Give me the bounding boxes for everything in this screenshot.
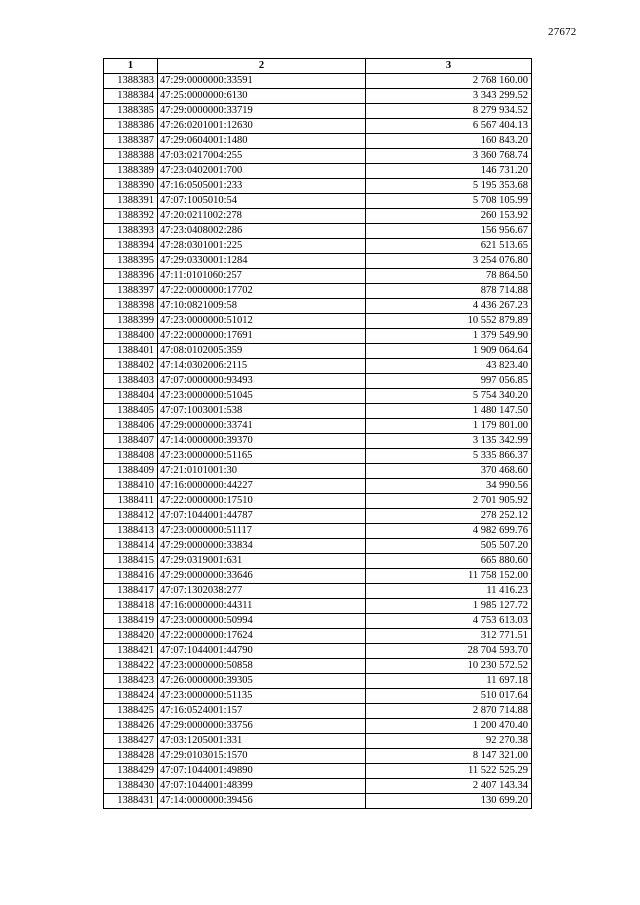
value-cell: 2 870 714.88 [366,704,532,719]
value-cell: 11 416.23 [366,584,532,599]
cadastral-number-cell: 47:29:0000000:33591 [158,74,366,89]
cadastral-number-cell: 47:07:0000000:93493 [158,374,366,389]
cadastral-number-cell: 47:23:0000000:51012 [158,314,366,329]
value-cell: 3 135 342.99 [366,434,532,449]
cadastral-number-cell: 47:26:0201001:12630 [158,119,366,134]
table-row [104,209,532,224]
row-number-cell: 1388401 [104,344,158,359]
row-number-cell: 1388391 [104,194,158,209]
row-number-cell: 1388400 [104,329,158,344]
row-number-cell: 1388383 [104,74,158,89]
table-row [104,524,532,539]
value-cell: 260 153.92 [366,209,532,224]
row-number-cell: 1388417 [104,584,158,599]
cadastral-number-cell: 47:26:0000000:39305 [158,674,366,689]
value-cell: 4 436 267.23 [366,299,532,314]
cadastral-number-cell: 47:23:0000000:51117 [158,524,366,539]
value-cell: 160 843.20 [366,134,532,149]
row-number-cell: 1388412 [104,509,158,524]
table-row [104,254,532,269]
row-number-cell: 1388418 [104,599,158,614]
table-row [104,794,532,809]
table-row [104,164,532,179]
value-cell: 146 731.20 [366,164,532,179]
value-cell: 1 379 549.90 [366,329,532,344]
cadastral-number-cell: 47:16:0505001:233 [158,179,366,194]
table-row [104,374,532,389]
table-row [104,479,532,494]
table-row [104,554,532,569]
row-number-cell: 1388392 [104,209,158,224]
cadastral-number-cell: 47:23:0402001:700 [158,164,366,179]
cadastral-number-cell: 47:22:0000000:17691 [158,329,366,344]
value-cell: 1 480 147.50 [366,404,532,419]
table-body [104,74,532,809]
value-cell: 2 768 160.00 [366,74,532,89]
row-number-cell: 1388429 [104,764,158,779]
table-row [104,449,532,464]
cadastral-number-cell: 47:22:0000000:17624 [158,629,366,644]
cadastral-number-cell: 47:28:0301001:225 [158,239,366,254]
value-cell: 11 697.18 [366,674,532,689]
cadastral-number-cell: 47:11:0101060:257 [158,269,366,284]
row-number-cell: 1388413 [104,524,158,539]
cadastral-number-cell: 47:20:0211002:278 [158,209,366,224]
value-cell: 2 701 905.92 [366,494,532,509]
value-cell: 11 758 152.00 [366,569,532,584]
cadastral-number-cell: 47:23:0000000:51045 [158,389,366,404]
table-row [104,749,532,764]
cadastral-number-cell: 47:14:0302006:2115 [158,359,366,374]
table-row [104,629,532,644]
row-number-cell: 1388397 [104,284,158,299]
value-cell: 1 179 801.00 [366,419,532,434]
row-number-cell: 1388402 [104,359,158,374]
cadastral-number-cell: 47:07:1003001:538 [158,404,366,419]
row-number-cell: 1388386 [104,119,158,134]
cadastral-number-cell: 47:25:0000000:6130 [158,89,366,104]
row-number-cell: 1388414 [104,539,158,554]
value-cell: 130 699.20 [366,794,532,809]
cadastral-number-cell: 47:29:0000000:33834 [158,539,366,554]
cadastral-number-cell: 47:22:0000000:17510 [158,494,366,509]
table-row [104,704,532,719]
table-row [104,599,532,614]
cadastral-number-cell: 47:08:0102005:359 [158,344,366,359]
cadastral-number-cell: 47:03:0217004:255 [158,149,366,164]
table-row [104,224,532,239]
value-cell: 312 771.51 [366,629,532,644]
row-number-cell: 1388393 [104,224,158,239]
table-row [104,434,532,449]
row-number-cell: 1388430 [104,779,158,794]
row-number-cell: 1388411 [104,494,158,509]
table-row [104,539,532,554]
row-number-cell: 1388384 [104,89,158,104]
value-cell: 4 982 699.76 [366,524,532,539]
value-cell: 505 507.20 [366,539,532,554]
value-cell: 997 056.85 [366,374,532,389]
value-cell: 621 513.65 [366,239,532,254]
table-row [104,239,532,254]
row-number-cell: 1388419 [104,614,158,629]
value-cell: 5 335 866.37 [366,449,532,464]
cadastral-number-cell: 47:03:1205001:331 [158,734,366,749]
table-row [104,734,532,749]
cadastral-number-cell: 47:07:1044001:48399 [158,779,366,794]
table-row [104,179,532,194]
row-number-cell: 1388422 [104,659,158,674]
table-row [104,464,532,479]
table-row [104,584,532,599]
cadastral-number-cell: 47:23:0000000:50994 [158,614,366,629]
table-row [104,509,532,524]
value-cell: 10 230 572.52 [366,659,532,674]
table-row [104,299,532,314]
cadastral-number-cell: 47:29:0319001:631 [158,554,366,569]
page-number: 27672 [548,26,577,38]
row-number-cell: 1388427 [104,734,158,749]
cadastral-number-cell: 47:23:0408002:286 [158,224,366,239]
row-number-cell: 1388385 [104,104,158,119]
row-number-cell: 1388403 [104,374,158,389]
cadastral-number-cell: 47:07:1044001:44790 [158,644,366,659]
value-cell: 156 956.67 [366,224,532,239]
row-number-cell: 1388399 [104,314,158,329]
value-cell: 5 708 105.99 [366,194,532,209]
cadastral-number-cell: 47:29:0330001:1284 [158,254,366,269]
row-number-cell: 1388421 [104,644,158,659]
value-cell: 28 704 593.70 [366,644,532,659]
value-cell: 3 254 076.80 [366,254,532,269]
value-cell: 2 407 143.34 [366,779,532,794]
table-row [104,659,532,674]
cadastral-number-cell: 47:16:0524001:157 [158,704,366,719]
row-number-cell: 1388395 [104,254,158,269]
row-number-cell: 1388387 [104,134,158,149]
value-cell: 5 195 353.68 [366,179,532,194]
table-row [104,569,532,584]
table-row [104,719,532,734]
table-row [104,614,532,629]
cadastral-number-cell: 47:21:0101001:30 [158,464,366,479]
value-cell: 92 270.38 [366,734,532,749]
table-row [104,764,532,779]
row-number-cell: 1388394 [104,239,158,254]
table-row [104,269,532,284]
table-row [104,344,532,359]
table-row [104,119,532,134]
row-number-cell: 1388398 [104,299,158,314]
value-cell: 8 147 321.00 [366,749,532,764]
cadastral-number-cell: 47:07:1044001:44787 [158,509,366,524]
value-cell: 5 754 340.20 [366,389,532,404]
value-cell: 1 985 127.72 [366,599,532,614]
table-row [104,194,532,209]
row-number-cell: 1388428 [104,749,158,764]
row-number-cell: 1388409 [104,464,158,479]
table-row [104,134,532,149]
table-row [104,74,532,89]
cadastral-number-cell: 47:16:0000000:44311 [158,599,366,614]
row-number-cell: 1388407 [104,434,158,449]
table-row [104,644,532,659]
value-cell: 370 468.60 [366,464,532,479]
cadastral-number-cell: 47:07:1005010:54 [158,194,366,209]
cadastral-number-cell: 47:22:0000000:17702 [158,284,366,299]
value-cell: 6 567 404.13 [366,119,532,134]
column-header-3: 3 [366,59,532,74]
table-row [104,104,532,119]
cadastral-number-cell: 47:29:0000000:33756 [158,719,366,734]
value-cell: 4 753 613.03 [366,614,532,629]
row-number-cell: 1388390 [104,179,158,194]
table-row [104,359,532,374]
cadastral-number-cell: 47:29:0000000:33646 [158,569,366,584]
row-number-cell: 1388404 [104,389,158,404]
row-number-cell: 1388420 [104,629,158,644]
row-number-cell: 1388396 [104,269,158,284]
cadastral-number-cell: 47:29:0103015:1570 [158,749,366,764]
data-table [103,58,532,809]
table-row [104,314,532,329]
value-cell: 10 552 879.89 [366,314,532,329]
row-number-cell: 1388424 [104,689,158,704]
cadastral-number-cell: 47:10:0821009:58 [158,299,366,314]
row-number-cell: 1388405 [104,404,158,419]
value-cell: 878 714.88 [366,284,532,299]
value-cell: 510 017.64 [366,689,532,704]
value-cell: 43 823.40 [366,359,532,374]
column-header-2: 2 [158,59,366,74]
cadastral-number-cell: 47:29:0000000:33719 [158,104,366,119]
table-row [104,404,532,419]
value-cell: 665 880.60 [366,554,532,569]
cadastral-number-cell: 47:07:1302038:277 [158,584,366,599]
table-row [104,779,532,794]
table-row [104,284,532,299]
cadastral-number-cell: 47:29:0000000:33741 [158,419,366,434]
table-row [104,389,532,404]
row-number-cell: 1388423 [104,674,158,689]
row-number-cell: 1388425 [104,704,158,719]
row-number-cell: 1388416 [104,569,158,584]
row-number-cell: 1388388 [104,149,158,164]
table-row [104,419,532,434]
value-cell: 3 343 299.52 [366,89,532,104]
value-cell: 8 279 934.52 [366,104,532,119]
table-row [104,149,532,164]
value-cell: 278 252.12 [366,509,532,524]
table-row [104,674,532,689]
cadastral-number-cell: 47:07:1044001:49890 [158,764,366,779]
table-row [104,689,532,704]
cadastral-number-cell: 47:23:0000000:51165 [158,449,366,464]
value-cell: 34 990.56 [366,479,532,494]
value-cell: 11 522 525.29 [366,764,532,779]
table-row [104,329,532,344]
row-number-cell: 1388389 [104,164,158,179]
value-cell: 1 909 064.64 [366,344,532,359]
row-number-cell: 1388431 [104,794,158,809]
table-header-row [104,59,532,74]
cadastral-number-cell: 47:29:0604001:1480 [158,134,366,149]
row-number-cell: 1388406 [104,419,158,434]
value-cell: 78 864.50 [366,269,532,284]
cadastral-number-cell: 47:14:0000000:39456 [158,794,366,809]
table-row [104,494,532,509]
value-cell: 3 360 768.74 [366,149,532,164]
cadastral-number-cell: 47:23:0000000:50858 [158,659,366,674]
row-number-cell: 1388426 [104,719,158,734]
column-header-1: 1 [104,59,158,74]
row-number-cell: 1388410 [104,479,158,494]
cadastral-number-cell: 47:23:0000000:51135 [158,689,366,704]
row-number-cell: 1388408 [104,449,158,464]
cadastral-number-cell: 47:16:0000000:44227 [158,479,366,494]
cadastral-number-cell: 47:14:0000000:39370 [158,434,366,449]
row-number-cell: 1388415 [104,554,158,569]
table-row [104,89,532,104]
value-cell: 1 200 470.40 [366,719,532,734]
